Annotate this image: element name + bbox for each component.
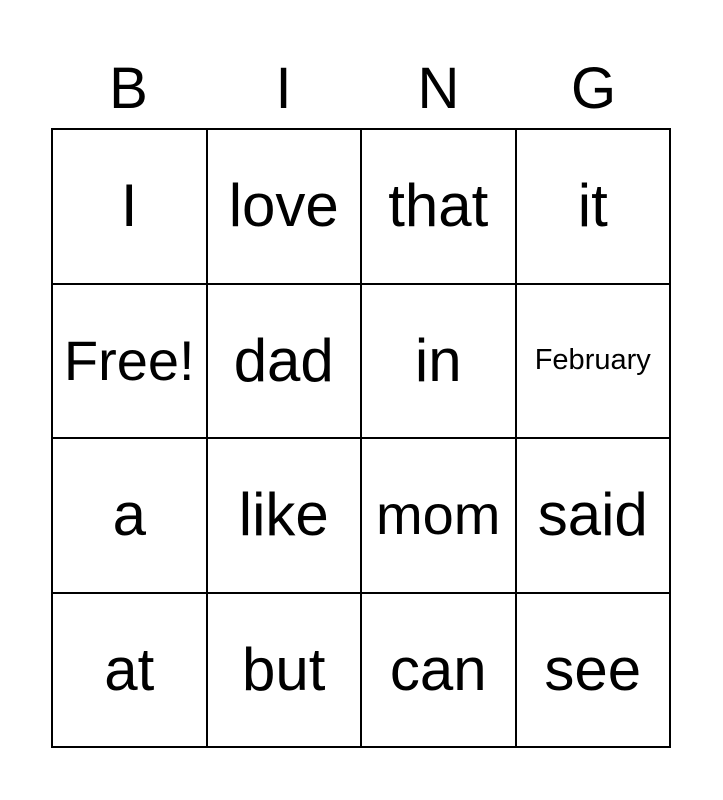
bingo-cell[interactable] (208, 439, 363, 594)
bingo-cell-free[interactable] (53, 285, 208, 440)
cell-word: that (388, 172, 489, 240)
cell-word: can (389, 635, 487, 703)
cell-word: see (544, 635, 642, 703)
cell-word: at (104, 635, 155, 703)
cell-word: but (242, 635, 326, 703)
bingo-cell[interactable] (362, 285, 517, 440)
cell-word: a (112, 481, 146, 549)
cell-word: dad (233, 326, 334, 394)
header-letter-i: I (275, 56, 292, 121)
header-letter-b: B (109, 56, 148, 121)
bingo-cell[interactable] (208, 594, 363, 749)
bingo-cell[interactable] (53, 130, 208, 285)
bingo-cell[interactable] (517, 439, 672, 594)
cell-word: love (228, 172, 339, 240)
bingo-cell[interactable] (362, 130, 517, 285)
cell-word: like (238, 481, 329, 549)
bingo-cell[interactable] (208, 130, 363, 285)
header-letter-g: G (570, 56, 617, 121)
bingo-cell[interactable] (53, 594, 208, 749)
bingo-board (51, 128, 671, 748)
bingo-cell[interactable] (208, 285, 363, 440)
bingo-cell[interactable] (53, 439, 208, 594)
cell-word: mom (376, 483, 501, 547)
bingo-header (51, 50, 671, 128)
header-letter-n: N (417, 56, 460, 121)
bingo-cell[interactable] (362, 439, 517, 594)
cell-word: in (414, 326, 462, 394)
cell-word: February (534, 344, 651, 377)
cell-word: it (577, 172, 608, 240)
bingo-cell[interactable] (517, 130, 672, 285)
bingo-cell[interactable] (362, 594, 517, 749)
bingo-cell[interactable] (517, 285, 672, 440)
cell-word: said (537, 481, 648, 549)
cell-word: I (120, 172, 138, 240)
bingo-cell[interactable] (517, 594, 672, 749)
cell-word: Free! (63, 328, 195, 392)
